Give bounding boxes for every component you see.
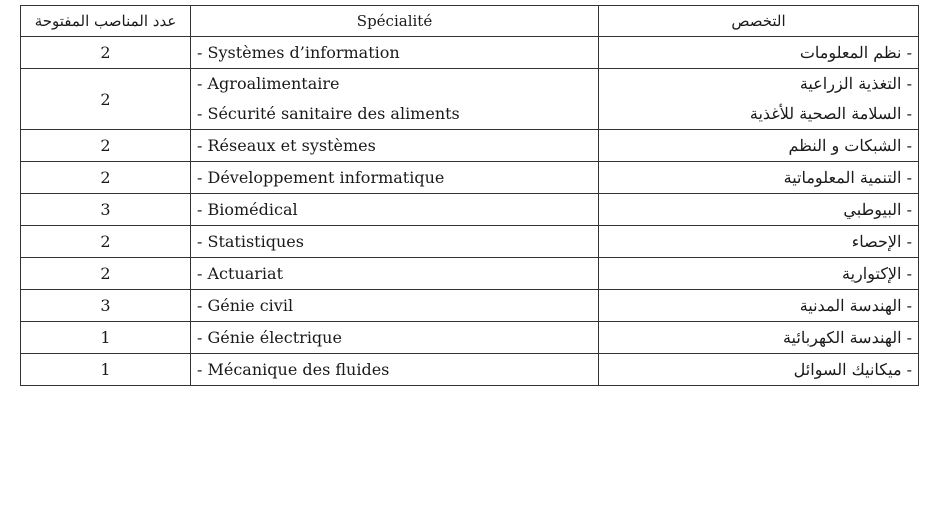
specialty-ar-line: - التغذية الزراعية	[799, 74, 912, 93]
table-row	[21, 258, 919, 290]
specialty-ar-line: - الإحصاء	[851, 231, 912, 251]
specialty-fr-line: - Statistiques	[197, 231, 304, 251]
specialty-ar-line: - الهندسة المدنية	[799, 295, 912, 315]
specialty-ar	[599, 69, 919, 130]
table-header-row	[21, 6, 919, 37]
open-positions-count: 1	[21, 354, 191, 386]
specialty-fr-line: - Systèmes d’information	[197, 42, 400, 62]
open-positions-count: 1	[21, 322, 191, 354]
specialty-fr-line: - Actuariat	[197, 263, 284, 283]
specialty-ar-line: - ميكانيك السوائل	[793, 359, 912, 379]
open-positions-count: 2	[21, 258, 191, 290]
table-row	[21, 322, 919, 354]
specialty-fr	[191, 322, 599, 354]
specialty-fr-line: - Génie civil	[197, 295, 294, 315]
specialty-fr	[191, 226, 599, 258]
specialty-ar-line: - الإكتوارية	[842, 263, 912, 283]
table-row	[21, 162, 919, 194]
specialty-fr-line: - Mécanique des fluides	[197, 359, 390, 379]
specialty-fr	[191, 69, 599, 130]
open-positions-count: 3	[21, 290, 191, 322]
specialty-fr-line: - Sécurité sanitaire des aliments	[197, 104, 460, 123]
specialty-fr	[191, 130, 599, 162]
specialty-ar	[599, 194, 919, 226]
specialty-ar-line: - الشبكات و النظم	[788, 135, 912, 155]
specialty-fr-line: - Agroalimentaire	[197, 74, 340, 93]
specialty-ar-line: - البيوطبي	[843, 199, 912, 219]
specialty-ar-line: - الهندسة الكهربائية	[782, 327, 912, 347]
specialty-fr	[191, 258, 599, 290]
table-row	[21, 194, 919, 226]
table-row	[21, 69, 919, 130]
specialty-ar-line: - التنمية المعلوماتية	[783, 167, 912, 187]
open-positions-count: 2	[21, 226, 191, 258]
open-positions-count: 3	[21, 194, 191, 226]
specialty-ar	[599, 37, 919, 69]
header-open-positions: عدد المناصب المفتوحة	[21, 6, 191, 37]
specialty-fr-line: - Génie électrique	[197, 327, 342, 347]
table-row	[21, 354, 919, 386]
specialty-fr-line: - Réseaux et systèmes	[197, 135, 376, 155]
header-specialty-fr: Spécialité	[191, 6, 599, 37]
specialty-ar-line: - نظم المعلومات	[799, 42, 912, 62]
specialty-ar	[599, 290, 919, 322]
open-positions-count: 2	[21, 37, 191, 69]
specialty-fr	[191, 290, 599, 322]
table-row	[21, 226, 919, 258]
specialty-ar	[599, 258, 919, 290]
open-positions-count: 2	[21, 69, 191, 130]
specialty-fr	[191, 162, 599, 194]
specialty-fr	[191, 194, 599, 226]
table-row	[21, 37, 919, 69]
specialty-fr	[191, 354, 599, 386]
specialty-ar-line: - السلامة الصحية للأغذية	[749, 104, 912, 123]
table-row	[21, 130, 919, 162]
specialty-ar	[599, 354, 919, 386]
open-positions-count: 2	[21, 130, 191, 162]
specialty-ar	[599, 226, 919, 258]
specialty-ar	[599, 322, 919, 354]
specialty-fr-line: - Biomédical	[197, 199, 298, 219]
specialty-fr-line: - Développement informatique	[197, 167, 445, 187]
open-positions-count: 2	[21, 162, 191, 194]
header-specialty-ar: التخصص	[599, 6, 919, 37]
open-positions-table	[20, 5, 919, 386]
table-row	[21, 290, 919, 322]
specialty-fr	[191, 37, 599, 69]
specialty-ar	[599, 130, 919, 162]
specialty-ar	[599, 162, 919, 194]
